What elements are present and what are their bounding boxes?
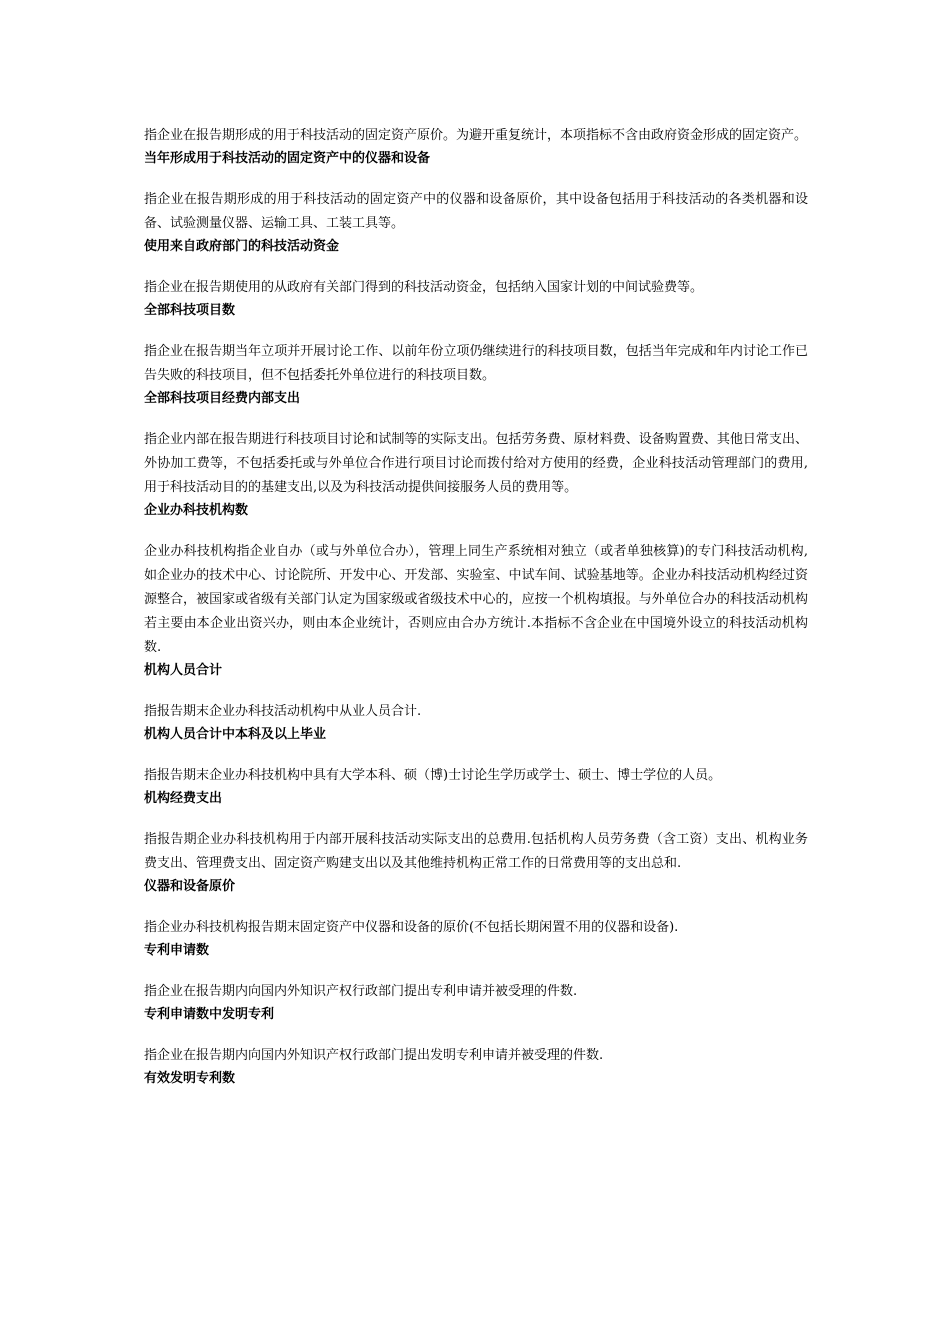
paragraph: 指企业在报告期内向国内外知识产权行政部门提出专利申请并被受理的件数. bbox=[144, 984, 578, 999]
paragraph: 指企业在报告期内向国内外知识产权行政部门提出发明专利申请并被受理的件数. bbox=[144, 1048, 604, 1063]
section-heading: 仪器和设备原价 bbox=[144, 879, 236, 894]
section-heading: 全部科技项目数 bbox=[144, 303, 236, 318]
paragraph: 指企业在报告期形成的用于科技活动的固定资产原价。为避开重复统计，本项指标不含由政府资金形成的固定资产。 bbox=[144, 128, 808, 143]
section-heading: 专利申请数 bbox=[144, 943, 210, 958]
section-heading: 机构人员合计 bbox=[144, 663, 223, 678]
document-body bbox=[144, 124, 808, 1108]
paragraph: 指报告期企业办科技机构用于内部开展科技活动实际支出的总费用.包括机构人员劳务费（含工资）支出、机构业务费支出、管理费支出、固定资产购建支出以及其他维持机构正常工作的日常费用等的支出总和. bbox=[144, 832, 808, 871]
paragraph: 指企业在报告期使用的从政府有关部门得到的科技活动资金，包括纳入国家计划的中间试验费等。 bbox=[144, 280, 704, 295]
paragraph: 指企业在报告期当年立项并开展讨论工作、以前年份立项仍继续进行的科技项目数，包括当年完成和年内讨论工作已告失败的科技项目，但不包括委托外单位进行的科技项目数。 bbox=[144, 344, 808, 383]
section-heading: 使用来自政府部门的科技活动资金 bbox=[144, 239, 340, 254]
section-heading: 企业办科技机构数 bbox=[144, 503, 249, 518]
section-heading: 有效发明专利数 bbox=[144, 1071, 236, 1086]
paragraph: 指企业内部在报告期进行科技项目讨论和试制等的实际支出。包括劳务费、原材料费、设备购置费、其他日常支出、外协加工费等，不包括委托或与外单位合作进行项目讨论而拨付给对方使用的经费，企业科技活动管理部门的费用,用于科技活动目的的基建支出,以及为科技活动提供间接服务人员的费用等。 bbox=[144, 432, 808, 495]
paragraph: 企业办科技机构指企业自办（或与外单位合办），管理上同生产系统相对独立（或者单独核算)的专门科技活动机构,如企业办的技术中心、讨论院所、开发中心、开发部、实验室、中试车间、试验基地等。企业办科技活动机构经过资源整合，被国家或省级有关部门认定为国家级或省级技术中心的，应按一个机构填报。与外单位合办的科技活动机构若主要由本企业出资兴办，则由本企业统计，否则应由合办方统计.本指标不含企业在中国境外设立的科技活动机构数. bbox=[144, 544, 808, 655]
section-heading: 机构经费支出 bbox=[144, 791, 223, 806]
paragraph: 指报告期末企业办科技机构中具有大学本科、硕（博)士讨论生学历或学士、硕士、博士学位的人员。 bbox=[144, 768, 722, 783]
section-heading: 全部科技项目经费内部支出 bbox=[144, 391, 301, 406]
section-heading: 专利申请数中发明专利 bbox=[144, 1007, 275, 1022]
paragraph: 指企业在报告期形成的用于科技活动的固定资产中的仪器和设备原价，其中设备包括用于科技活动的各类机器和设备、试验测量仪器、运输工具、工装工具等。 bbox=[144, 192, 808, 231]
section-heading: 当年形成用于科技活动的固定资产中的仪器和设备 bbox=[144, 151, 431, 166]
paragraph: 指报告期末企业办科技活动机构中从业人员合计. bbox=[144, 704, 422, 719]
paragraph: 指企业办科技机构报告期末固定资产中仪器和设备的原价(不包括长期闲置不用的仪器和设备). bbox=[144, 920, 679, 935]
section-heading: 机构人员合计中本科及以上毕业 bbox=[144, 727, 327, 742]
